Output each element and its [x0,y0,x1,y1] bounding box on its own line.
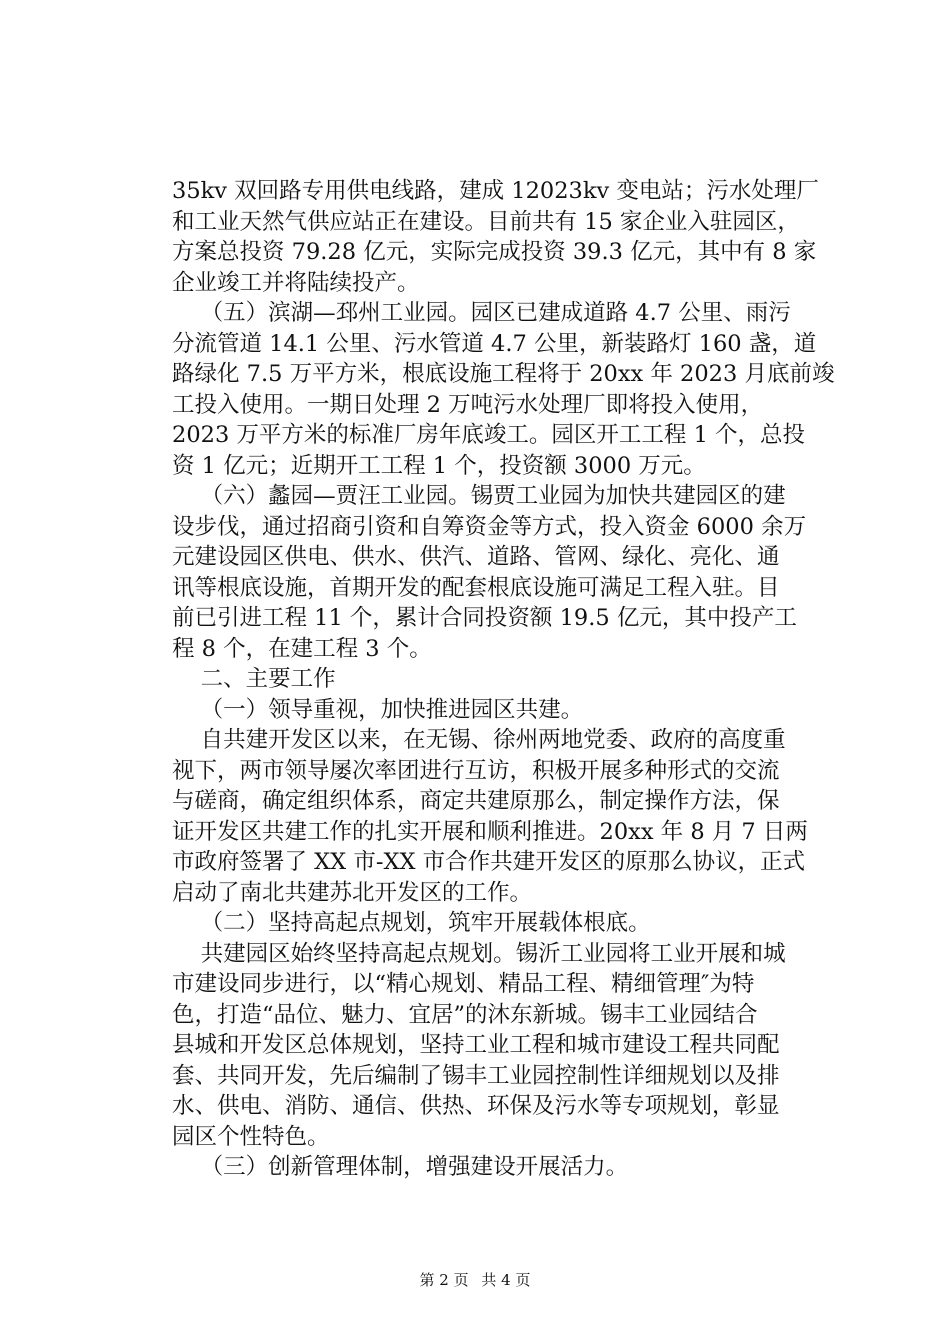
text-line: （二）坚持高起点规划，筑牢开展载体根底。 [172,910,651,936]
text-line: 讯等根底设施，首期开发的配套根底设施可满足工程入驻。目 [172,574,780,601]
text-line: 35kv 双回路专用供电线路，建成 12023kv 变电站；污水处理厂 [172,178,819,204]
text-line: 色，打造“品位、魅力、宜居”的沐东新城。锡丰工业园结合 [172,1001,758,1028]
text-line: （一）领导重视，加快推进园区共建。 [172,696,584,723]
text-line: 设步伐，通过招商引资和自筹资金等方式，投入资金 6000 余万 [172,513,807,540]
text-line: 水、供电、消防、通信、供热、环保及污水等专项规划，彰显 [172,1093,780,1119]
text-line: 套、共同开发，先后编制了锡丰工业园控制性详细规划以及排 [172,1062,780,1089]
text-line: 园区个性特色。 [172,1123,330,1150]
text-line: 分流管道 14.1 公里、污水管道 4.7 公里，新装路灯 160 盏，道 [172,330,817,357]
text-line: 市政府签署了 XX 市-XX 市合作共建开发区的原那么协议，正式 [172,849,806,875]
text-line: 证开发区共建工作的扎实开展和顺利推进。20xx 年 8 月 7 日两 [172,818,808,845]
text-line: （三）创新管理体制，增强建设开展活力。 [172,1154,629,1180]
text-line: 程 8 个，在建工程 3 个。 [172,635,432,662]
text-line: 启动了南北共建苏北开发区的工作。 [172,879,533,906]
text-line: 共建园区始终坚持高起点规划。锡沂工业园将工业开展和城 [172,940,786,967]
text-line: 与磋商，确定组织体系，商定共建原那么，制定操作方法，保 [172,788,780,814]
page-number: 第 2 页 [419,1271,469,1289]
text-line: 资 1 亿元；近期开工工程 1 个，投资额 3000 万元。 [172,452,706,479]
text-line: 县城和开发区总体规划，坚持工业工程和城市建设工程共同配 [172,1032,780,1058]
text-line: 2023 万平方米的标准厂房年底竣工。园区开工工程 1 个，总投 [172,422,806,448]
text-line: （六）蠡园—贾汪工业园。锡贾工业园为加快共建园区的建 [172,483,786,509]
text-line: 市建设同步进行，以“精心规划、精品工程、精细管理″为特 [172,971,755,997]
page-footer [0,1270,950,1290]
text-line: 视下，两市领导屡次率团进行互访，积极开展多种形式的交流 [172,757,780,784]
text-line: 方案总投资 79.28 亿元，实际完成投资 39.3 亿元，其中有 8 家 [172,239,817,265]
text-line: （五）滨湖—邳州工业园。园区已建成道路 4.7 公里、雨污 [172,300,791,326]
text-line: 二、主要工作 [172,666,336,692]
text-line: 前已引进工程 11 个，累计合同投资额 19.5 亿元，其中投产工 [172,605,797,631]
text-line: 自共建开发区以来，在无锡、徐州两地党委、政府的高度重 [172,727,786,753]
text-line: 工投入使用。一期日处理 2 万吨污水处理厂即将投入使用， [172,391,764,418]
text-line: 企业竣工并将陆续投产。 [172,269,420,296]
page-total: 共 4 页 [481,1271,531,1289]
text-line: 和工业天然气供应站正在建设。目前共有 15 家企业入驻园区， [172,208,800,235]
text-line: 路绿化 7.5 万平方米，根底设施工程将于 20xx 年 2023 月底前竣 [172,361,835,387]
document-body [172,176,872,1183]
text-line: 元建设园区供电、供水、供汽、道路、管网、绿化、亮化、通 [172,544,780,570]
